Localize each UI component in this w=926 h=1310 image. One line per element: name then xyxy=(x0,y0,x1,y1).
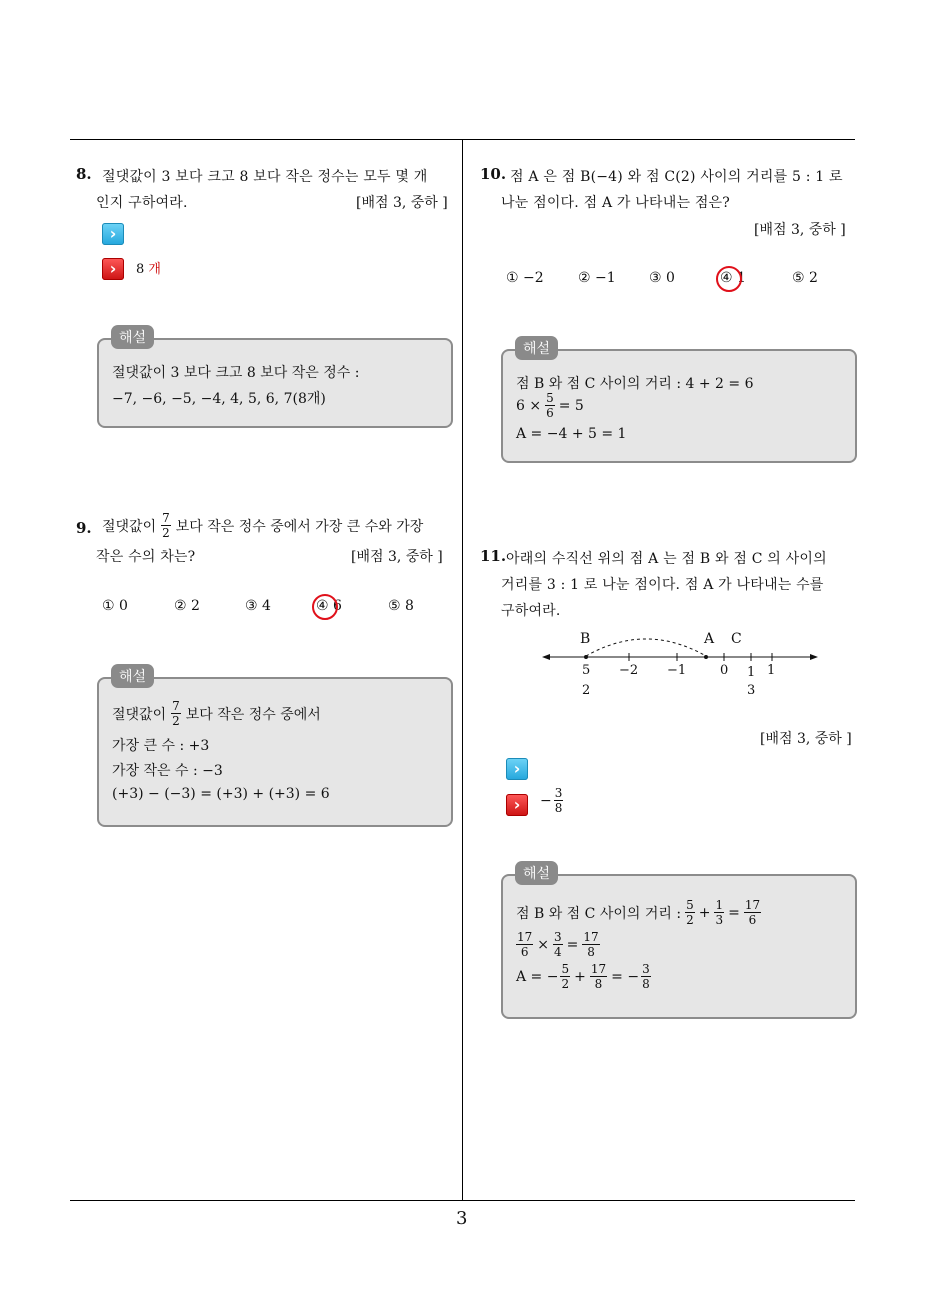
tick-label-c-num: 1 xyxy=(747,665,756,680)
solution-tag: 해설 xyxy=(515,336,558,360)
solution-line2: −7, −6, −5, −4, 4, 5, 6, 7(8개) xyxy=(112,391,326,407)
choice-1[interactable]: ① −2 xyxy=(506,270,544,286)
right-arrow-icon xyxy=(810,654,818,660)
choice-5[interactable]: ⑤ 2 xyxy=(792,270,818,286)
text-pre: 절댓값이 xyxy=(102,518,157,535)
fraction-denominator: 2 xyxy=(162,526,170,540)
question-number: 9. xyxy=(76,519,92,537)
choice-1[interactable]: ① 0 xyxy=(102,598,128,614)
question-text-line2: 인지 구하여라. xyxy=(96,195,188,211)
fraction xyxy=(545,391,555,420)
question-meta: [배점 3, 중하 ] xyxy=(754,222,846,238)
solution-line2 xyxy=(516,391,584,420)
fraction xyxy=(582,930,599,959)
selected-answer-circle-icon xyxy=(716,266,742,292)
left-arrow-icon xyxy=(542,654,550,660)
equals-minus-sign: = − xyxy=(611,968,640,985)
question-text-line2: 나눈 점이다. 점 A 가 나타내는 점은? xyxy=(501,195,730,211)
question-text-line1 xyxy=(102,511,423,540)
equals-sign: = xyxy=(566,936,579,953)
plus-sign: + xyxy=(574,968,586,985)
question-text-line1: 절댓값이 3 보다 크고 8 보다 작은 정수는 모두 몇 개 xyxy=(102,169,428,185)
fraction-denominator: 2 xyxy=(561,977,570,991)
fraction-numerator: 7 xyxy=(172,699,180,713)
label-b: B xyxy=(580,631,591,647)
answer-value: 8 xyxy=(136,262,145,277)
tick-label-0: 0 xyxy=(720,663,729,678)
answer-fraction xyxy=(554,786,564,815)
fraction-numerator: 17 xyxy=(590,962,607,976)
solution-line2: 가장 큰 수 : +3 xyxy=(112,738,210,754)
fraction-numerator: 5 xyxy=(686,898,694,912)
choice-3[interactable]: ③ 0 xyxy=(649,270,675,286)
solution-line1: 절댓값이 3 보다 크고 8 보다 작은 정수 : xyxy=(112,365,360,381)
label-a: A xyxy=(704,631,715,647)
number-line-figure xyxy=(540,628,830,703)
fraction xyxy=(553,930,563,959)
solution-line2 xyxy=(516,930,604,959)
solution-line1 xyxy=(516,898,765,927)
tick-label-b-den: 2 xyxy=(582,683,591,698)
solution-box xyxy=(501,874,857,1019)
fraction-numerator: 1 xyxy=(715,898,724,912)
solution-box xyxy=(501,349,857,463)
fraction-denominator: 4 xyxy=(554,945,562,959)
choice-4[interactable]: ④ 6 xyxy=(316,598,342,614)
fraction-denominator: 2 xyxy=(686,913,694,927)
fraction xyxy=(171,699,181,728)
text-pre: 점 B 와 점 C 사이의 거리 : xyxy=(516,905,682,922)
fraction-numerator: 3 xyxy=(642,962,650,976)
column-divider xyxy=(462,139,463,1200)
choice-4[interactable]: ④ 1 xyxy=(720,270,746,286)
choice-3[interactable]: ③ 4 xyxy=(245,598,271,614)
fraction-numerator: 5 xyxy=(546,391,554,405)
solution-line1 xyxy=(112,699,321,728)
question-text-line2: 작은 수의 차는? xyxy=(96,549,196,565)
hint-arrow-icon[interactable]: › xyxy=(102,223,124,245)
solution-tag: 해설 xyxy=(111,325,154,349)
tick-label-b-num: 5 xyxy=(582,663,591,678)
selected-answer-circle-icon xyxy=(312,594,338,620)
question-meta: [배점 3, 중하 ] xyxy=(351,549,443,565)
hint-arrow-icon[interactable]: › xyxy=(506,758,528,780)
fraction-numerator: 7 xyxy=(162,511,170,525)
fraction xyxy=(685,898,695,927)
choice-5[interactable]: ⑤ 8 xyxy=(388,598,414,614)
solution-box xyxy=(97,677,453,827)
label-c: C xyxy=(731,631,742,647)
fraction xyxy=(744,898,761,927)
question-text-line1: 아래의 수직선 위의 점 A 는 점 B 와 점 C 의 사이의 xyxy=(506,551,827,567)
answer-arrow-icon[interactable]: › xyxy=(102,258,124,280)
plus-sign: + xyxy=(698,904,711,921)
text-post: = 5 xyxy=(558,397,584,414)
solution-line3: A = −4 + 5 = 1 xyxy=(516,426,627,442)
solution-line3 xyxy=(516,962,655,991)
fraction-numerator: 3 xyxy=(554,786,563,800)
fraction-numerator: 5 xyxy=(561,962,570,976)
text-post: 보다 작은 정수 중에서 가장 큰 수와 가장 xyxy=(175,518,424,535)
fraction xyxy=(161,511,171,540)
fraction-denominator: 8 xyxy=(594,977,603,991)
tick-label-1: 1 xyxy=(767,663,776,678)
fraction-numerator: 17 xyxy=(583,930,599,944)
question-number: 8. xyxy=(76,165,92,183)
question-number: 11. xyxy=(480,547,507,565)
point-a xyxy=(704,655,708,659)
solution-line3: 가장 작은 수 : −3 xyxy=(112,763,223,779)
solution-line1: 점 B 와 점 C 사이의 거리 : 4 + 2 = 6 xyxy=(516,376,754,392)
text-pre: 6 × xyxy=(516,397,542,414)
solution-tag: 해설 xyxy=(111,664,154,688)
question-meta: [배점 3, 중하 ] xyxy=(356,195,448,211)
fraction-denominator: 6 xyxy=(748,913,757,927)
question-text-line3: 구하여라. xyxy=(501,603,561,619)
point-b xyxy=(584,655,588,659)
fraction xyxy=(714,898,724,927)
fraction-denominator: 6 xyxy=(520,945,529,959)
tick-label-minus2: −2 xyxy=(619,663,639,678)
fraction xyxy=(590,962,607,991)
answer-text xyxy=(136,258,161,277)
choice-2[interactable]: ② 2 xyxy=(174,598,200,614)
choice-2[interactable]: ② −1 xyxy=(578,270,616,286)
answer-text xyxy=(540,786,565,815)
solution-box xyxy=(97,338,453,428)
fraction xyxy=(641,962,651,991)
fraction-denominator: 8 xyxy=(554,801,563,815)
answer-unit: 개 xyxy=(148,262,161,277)
fraction-denominator: 8 xyxy=(642,977,650,991)
answer-sign: − xyxy=(540,792,552,809)
text-pre: A = − xyxy=(516,968,559,985)
tick-label-c-den: 3 xyxy=(747,683,756,698)
question-text-line1: 점 A 은 점 B(−4) 와 점 C(2) 사이의 거리를 5 : 1 로 xyxy=(510,169,843,185)
equals-sign: = xyxy=(728,904,740,921)
question-number: 10. xyxy=(480,165,507,183)
solution-line4: (+3) − (−3) = (+3) + (+3) = 6 xyxy=(112,786,330,802)
solution-tag: 해설 xyxy=(515,861,558,885)
fraction-denominator: 6 xyxy=(546,406,554,420)
question-meta: [배점 3, 중하 ] xyxy=(760,731,852,747)
question-text-line2: 거리를 3 : 1 로 나눈 점이다. 점 A 가 나타내는 수를 xyxy=(501,577,824,593)
fraction-denominator: 3 xyxy=(715,913,724,927)
fraction-denominator: 8 xyxy=(587,945,595,959)
page-number: 3 xyxy=(456,1208,468,1229)
fraction-numerator: 17 xyxy=(744,898,761,912)
bottom-rule xyxy=(70,1200,855,1201)
fraction xyxy=(516,930,533,959)
answer-arrow-icon[interactable]: › xyxy=(506,794,528,816)
times-sign: × xyxy=(537,936,550,953)
fraction-numerator: 17 xyxy=(517,930,533,944)
text-post: 보다 작은 정수 중에서 xyxy=(185,706,321,723)
fraction xyxy=(560,962,570,991)
fraction-denominator: 2 xyxy=(172,714,180,728)
text-pre: 절댓값이 xyxy=(112,706,167,723)
tick-label-minus1: −1 xyxy=(667,663,687,678)
fraction-numerator: 3 xyxy=(554,930,562,944)
dashed-arc xyxy=(586,639,706,656)
